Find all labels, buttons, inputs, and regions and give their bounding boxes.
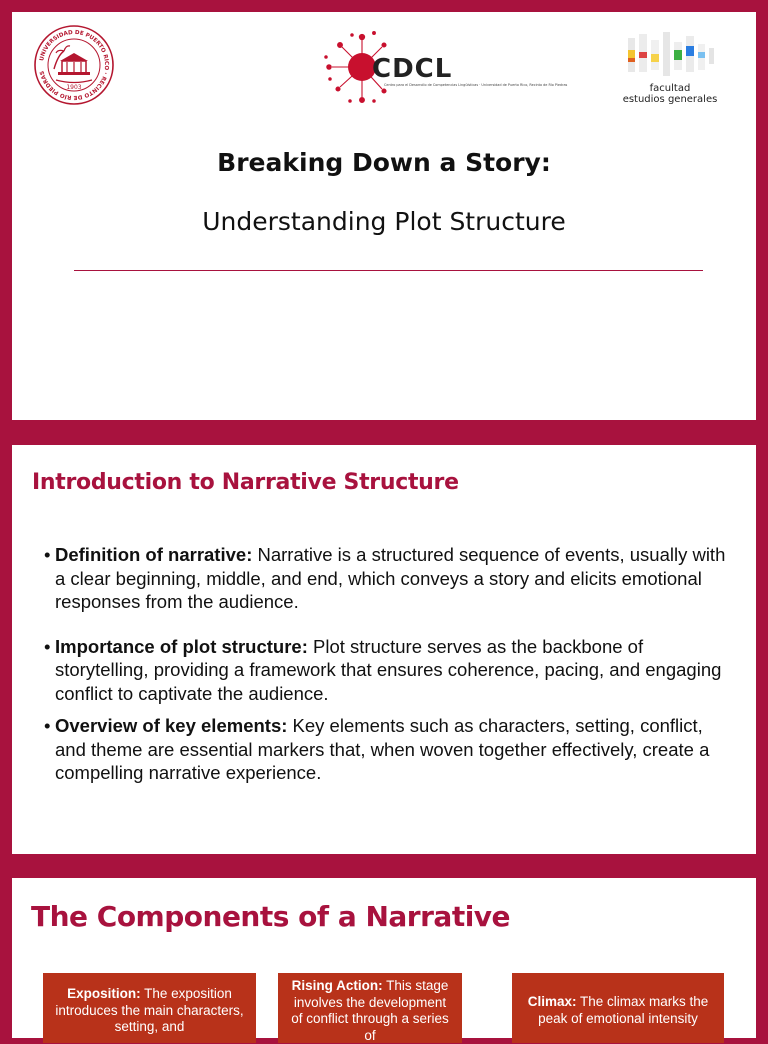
- slide-title: Breaking Down a Story:: [217, 148, 551, 177]
- bullet-marker: •: [44, 635, 51, 657]
- seal-year: 1903: [66, 84, 82, 91]
- bullet-marker: •: [44, 715, 51, 736]
- cdcl-logo: [314, 17, 568, 107]
- intro-slide: [12, 445, 756, 854]
- card-term: Exposition:: [67, 986, 141, 1001]
- facultad-logo: [608, 30, 732, 110]
- section-heading: The Components of a Narrative: [31, 900, 511, 933]
- bullet-text: Narrative is a structured sequence of events, usually with a clear beginning, middle, and end, which conveys a story and elicits emotional responses from the audience.: [55, 544, 726, 612]
- cdcl-caption: Centro para el Desarrollo de Competencias Lingüísticas · Universidad de Puerto Rico, Recinto de Río Piedras: [384, 83, 568, 87]
- bullet-marker: •: [44, 544, 51, 565]
- card-exposition: [43, 973, 256, 1043]
- bullet-term: Definition of narrative:: [55, 544, 253, 565]
- card-term: Climax:: [527, 994, 577, 1009]
- university-seal-logo: [34, 25, 114, 105]
- card-text: The climax marks the peak of emotional intensity: [538, 994, 709, 1026]
- bullet-term: Importance of plot structure:: [55, 635, 308, 657]
- facultad-label: facultad: [649, 83, 691, 94]
- bullet-importance: [44, 635, 734, 706]
- cdcl-wordmark: CDCL: [372, 54, 453, 84]
- bullet-definition: [44, 543, 734, 614]
- bullet-list: [44, 543, 734, 785]
- card-text: This stage involves the development of conflict through a series of: [291, 978, 449, 1043]
- slide-subtitle: Understanding Plot Structure: [202, 207, 566, 236]
- estudios-generales-label: estudios generales: [622, 94, 718, 105]
- card-climax: [512, 973, 724, 1043]
- bullet-text: Plot structure serves as the backbone of storytelling, providing a framework that ensures coherence, pacing, and engaging conflict to captivate the audience.: [55, 635, 722, 704]
- title-divider: [74, 270, 703, 271]
- seal-ring-text: UNIVERSIDAD DE PUERTO RICO · RECINTO DE RÍO PIEDRAS: [39, 29, 110, 101]
- components-slide: [12, 878, 756, 1043]
- bullet-overview: [44, 714, 734, 785]
- bullet-text: Key elements such as characters, setting, conflict, and theme are essential markers that, when woven together effectively, create a compelling narrative experience.: [55, 715, 710, 783]
- title-slide: [12, 12, 756, 420]
- card-text: The exposition introduces the main characters, setting, and: [55, 986, 244, 1034]
- section-heading: Introduction to Narrative Structure: [32, 470, 459, 495]
- facultad-bars-graphic: [622, 30, 722, 82]
- bullet-term: Overview of key elements:: [55, 715, 288, 736]
- card-term: Rising Action:: [291, 978, 383, 993]
- card-rising-action: [278, 973, 462, 1043]
